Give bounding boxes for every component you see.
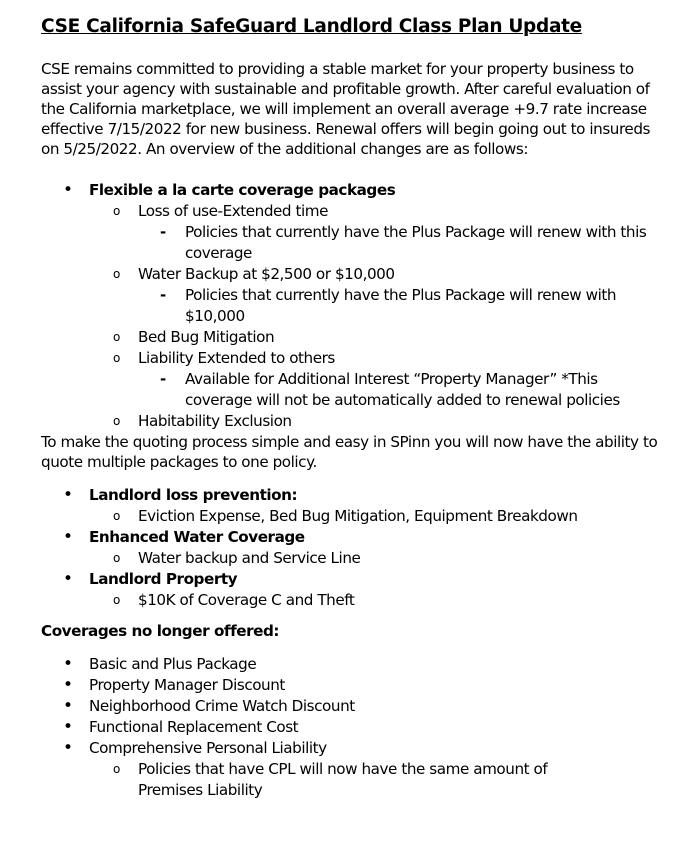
discontinued-heading: Coverages no longer offered: (41, 622, 280, 640)
circle-bullet-icon: o (113, 509, 120, 523)
list-item: o Loss of use-Extended time (113, 202, 328, 220)
dash-bullet-icon: - (160, 223, 166, 241)
list-item: • Comprehensive Personal Liability (63, 738, 327, 758)
circle-bullet-icon: o (113, 762, 120, 776)
circle-bullet-icon: o (113, 330, 120, 344)
list-item: • Basic and Plus Package (63, 654, 257, 674)
list-item: • Neighborhood Crime Watch Discount (63, 696, 355, 716)
list-item: o Habitability Exclusion (113, 412, 292, 430)
list-item: • Functional Replacement Cost (63, 717, 299, 737)
packages-list (41, 485, 683, 611)
bullet-icon: • (63, 527, 73, 547)
list-item: o Liability Extended to others (113, 349, 335, 367)
circle-bullet-icon: o (113, 351, 120, 365)
circle-bullet-icon: o (113, 267, 120, 281)
dash-bullet-icon: - (160, 370, 166, 388)
list-item: o Water backup and Service Line (113, 549, 361, 567)
list-item: • Landlord Property (63, 569, 238, 589)
list-item: - Policies that currently have the Plus Package will renew with this coverage (160, 223, 647, 262)
bullet-icon: • (63, 717, 73, 737)
list-item: o Bed Bug Mitigation (113, 328, 275, 346)
quoting-paragraph: To make the quoting process simple and easy in SPinn you will now have the ability to quote multiple packages to one policy. (41, 433, 658, 471)
bullet-icon: • (63, 569, 73, 589)
list-item: • Enhanced Water Coverage (63, 527, 305, 547)
intro-paragraph: CSE remains committed to providing a stable market for your property business to assist your agency with sustainable and profitable growth. After careful evaluation of the California marketplace, we will implement an overall average +9.7 rate increase effective 7/15/2022 for new business. Renewal offers will begin going out to insureds on 5/25/2022. An overview of the additional changes are as follows: (41, 60, 650, 158)
bullet-icon: • (63, 696, 73, 716)
bullet-icon: • (63, 485, 73, 505)
page-title: CSE California SafeGuard Landlord Class Plan Update (41, 16, 582, 37)
list-item: o $10K of Coverage C and Theft (113, 591, 355, 609)
section-heading: Flexible a la carte coverage packages (89, 181, 396, 199)
list-item: o Water Backup at $2,500 or $10,000 (113, 265, 395, 283)
list-item: - Available for Additional Interest “Property Manager” *This coverage will not be automatically added to renewal policies (160, 370, 620, 409)
circle-bullet-icon: o (113, 414, 120, 428)
list-item: - Policies that currently have the Plus Package will renew with $10,000 (160, 286, 617, 325)
list-item: o Eviction Expense, Bed Bug Mitigation, Equipment Breakdown (113, 507, 578, 525)
list-item (41, 180, 683, 201)
bullet-icon: • (63, 180, 73, 200)
dash-bullet-icon: - (160, 286, 166, 304)
bullet-icon: • (63, 654, 73, 674)
circle-bullet-icon: o (113, 551, 120, 565)
circle-bullet-icon: o (113, 593, 120, 607)
circle-bullet-icon: o (113, 204, 120, 218)
bullet-icon: • (63, 738, 73, 758)
flexible-packages-list (41, 180, 683, 432)
bullet-icon: • (63, 675, 73, 695)
discontinued-list (41, 654, 683, 801)
list-item: • Property Manager Discount (63, 675, 285, 695)
list-item: • Landlord loss prevention: (63, 485, 298, 505)
list-item: o Policies that have CPL will now have the same amount of Premises Liability (113, 760, 548, 799)
